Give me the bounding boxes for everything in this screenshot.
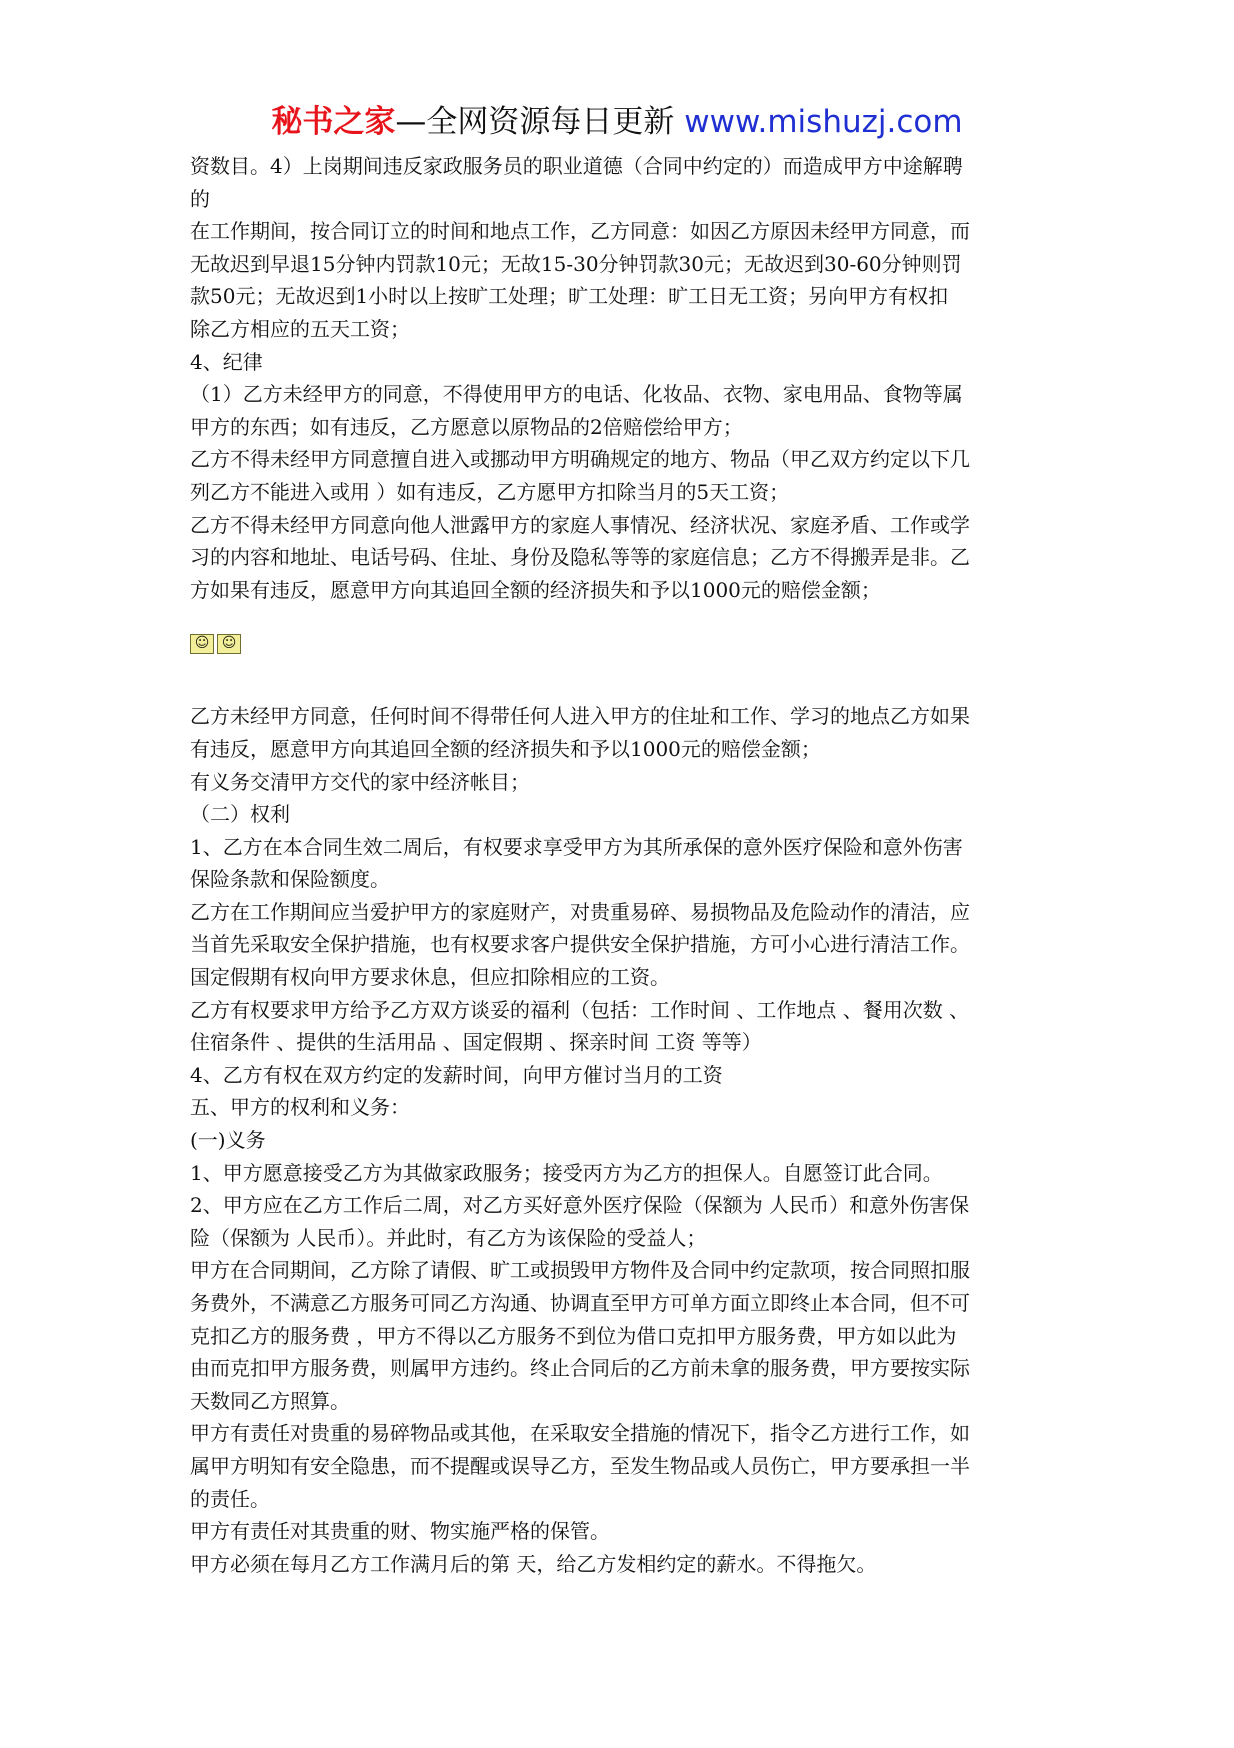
paragraph-line: 务费外，不满意乙方服务可同乙方沟通、协调直至甲方可单方面立即终止本合同，但不可 <box>190 1291 970 1315</box>
paragraph-line: 保险条款和保险额度。 <box>190 867 390 892</box>
paragraph-line: 险（保额为 人民币）。并此时，有乙方为该保险的受益人； <box>190 1225 707 1250</box>
paragraph-line: 习的内容和地址、电话号码、住址、身份及隐私等等的家庭信息；乙方不得搬弄是非。乙 <box>190 545 970 570</box>
inline-icons <box>190 634 1050 658</box>
paragraph-line: 有义务交清甲方交代的家中经济帐目； <box>190 769 530 794</box>
paragraph-line: 1、乙方在本合同生效二周后，有权要求享受甲方为其所承保的意外医疗保险和意外伤害 <box>190 834 963 859</box>
site-url-link[interactable]: www.mishuzj.com <box>684 104 963 140</box>
paragraph-line: 款50元；无故迟到1小时以上按旷工处理；旷工处理：旷工日无工资；另向甲方有权扣 <box>190 284 949 309</box>
paragraph-line: 资数目。4）上岗期间违反家政服务员的职业道德（合同中约定的）而造成甲方中途解聘 <box>190 154 963 178</box>
paragraph-line: （二）权利 <box>190 802 290 827</box>
paragraph-line: 乙方不得未经甲方同意擅自进入或挪动甲方明确规定的地方、物品（甲乙双方约定以下几 <box>190 447 970 472</box>
paragraph-line: 五、甲方的权利和义务： <box>190 1095 410 1120</box>
paragraph-line: 方如果有违反，愿意甲方向其追回全额的经济损失和予以1000元的赔偿金额； <box>190 577 881 602</box>
paragraph-line: 1、甲方愿意接受乙方为其做家政服务；接受丙方为乙方的担保人。自愿签订此合同。 <box>190 1160 943 1185</box>
paragraph-line: 甲方的东西；如有违反，乙方愿意以原物品的2倍赔偿给甲方； <box>190 414 743 439</box>
paragraph-line: 的责任。 <box>190 1486 270 1511</box>
paragraph-line: 在工作期间，按合同订立的时间和地点工作，乙方同意：如因乙方原因未经甲方同意，而 <box>190 219 970 244</box>
paragraph-line: 住宿条件 、提供的生活用品 、国定假期 、探亲时间 工资 等等） <box>190 1030 762 1055</box>
paragraph-line: 2、甲方应在乙方工作后二周，对乙方买好意外医疗保险（保额为 人民币）和意外伤害保 <box>190 1193 970 1218</box>
paragraph-line: 由而克扣甲方服务费，则属甲方违约。终止合同后的乙方前未拿的服务费，甲方要按实际 <box>190 1356 970 1381</box>
paragraph-line: 无故迟到早退15分钟内罚款10元；无故15-30分钟罚款30元；无故迟到30-60分钟则罚 <box>190 251 962 276</box>
text-block-2 <box>190 700 1050 1580</box>
paragraph-line: （1）乙方未经甲方的同意，不得使用甲方的电话、化妆品、衣物、家电用品、食物等属 <box>190 382 963 407</box>
paragraph-line: 乙方在工作期间应当爱护甲方的家庭财产，对贵重易碎、易损物品及危险动作的清洁，应 <box>190 899 970 924</box>
text-block-1 <box>190 150 1050 606</box>
paragraph-line: 列乙方不能进入或用 ）如有违反，乙方愿甲方扣除当月的5天工资； <box>190 479 790 504</box>
paragraph-line: 属甲方明知有安全隐患，而不提醒或误导乙方，至发生物品或人员伤亡，甲方要承担一半 <box>190 1453 970 1478</box>
emoji-icon: ☺ <box>190 634 214 654</box>
paragraph-line: 甲方必须在每月乙方工作满月后的第 天，给乙方发相约定的薪水。不得拖欠。 <box>190 1551 877 1576</box>
site-tagline: —全网资源每日更新 <box>395 104 685 140</box>
paragraph-line: 甲方在合同期间，乙方除了请假、旷工或损毁甲方物件及合同中约定款项，按合同照扣服 <box>190 1258 970 1283</box>
paragraph-line: 天数同乙方照算。 <box>190 1388 350 1413</box>
paragraph-line: 的 <box>190 186 210 211</box>
paragraph-line: 除乙方相应的五天工资； <box>190 316 410 341</box>
paragraph-line: 4、乙方有权在双方约定的发薪时间，向甲方催讨当月的工资 <box>190 1062 723 1087</box>
paragraph-line: 乙方有权要求甲方给予乙方双方谈妥的福利（包括：工作时间 、工作地点 、餐用次数 、 <box>190 997 970 1022</box>
paragraph-line: 当首先采取安全保护措施，也有权要求客户提供安全保护措施，方可小心进行清洁工作。 <box>190 932 970 957</box>
paragraph-line: (一)义务 <box>190 1128 266 1153</box>
paragraph-line: 克扣乙方的服务费 ，甲方不得以乙方服务不到位为借口克扣甲方服务费，甲方如以此为 <box>190 1323 957 1348</box>
paragraph-line: 有违反，愿意甲方向其追回全额的经济损失和予以1000元的赔偿金额； <box>190 736 821 761</box>
paragraph-line: 乙方未经甲方同意，任何时间不得带任何人进入甲方的住址和工作、学习的地点乙方如果 <box>190 704 970 729</box>
paragraph-line: 4、纪律 <box>190 349 263 374</box>
paragraph-line: 甲方有责任对贵重的易碎物品或其他，在采取安全措施的情况下，指令乙方进行工作，如 <box>190 1421 970 1446</box>
emoji-icon: ☺ <box>217 634 241 654</box>
site-header <box>0 100 1234 144</box>
document-body <box>190 150 1050 1580</box>
paragraph-line: 国定假期有权向甲方要求休息，但应扣除相应的工资。 <box>190 965 670 990</box>
paragraph-line: 乙方不得未经甲方同意向他人泄露甲方的家庭人事情况、经济状况、家庭矛盾、工作或学 <box>190 512 970 537</box>
paragraph-line: 甲方有责任对其贵重的财、物实施严格的保管。 <box>190 1519 610 1544</box>
site-brand: 秘书之家 <box>271 104 396 140</box>
